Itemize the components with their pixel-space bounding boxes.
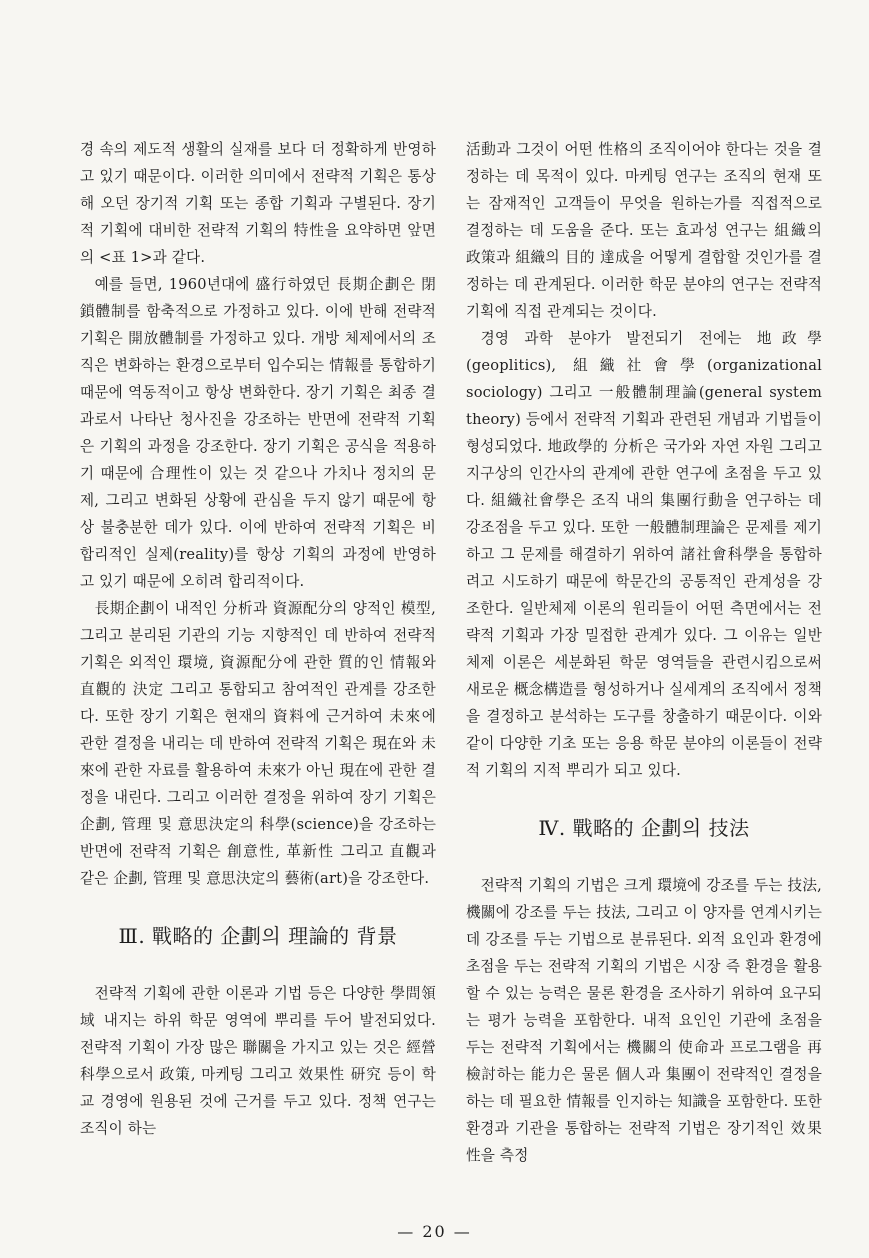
paragraph: 長期企劃이 내적인 分析과 資源配分의 양적인 模型, 그리고 분리된 기관의 기능 지향적인 데 반하여 전략적 기획은 외적인 環境, 資源配分에 관한 質的인 情報와 直觀的 決定 그리고 통합되고 참여적인 관계를 강조한다. 또한 장기 기획은 현재의 資料에 근거하여 未來에 관한 결정을 내리는 데 반하여 전략적 기획은 現在와 未來에 관한 자료를 활용하여 未來가 아닌 現在에 관한 결정을 내린다. 그리고 이러한 결정을 위하여 장기 기획은 企劃, 管理 및 意思決定의 科學(science)을 강조하는 반면에 전략적 기획은 創意性, 革新性 그리고 直觀과 같은 企劃, 管理 및 意思決定의 藝術(art)을 강조한다. [80, 600, 436, 887]
section-heading: Ⅳ. 戰略的 企劃의 技法 [538, 816, 750, 840]
section-heading: Ⅲ. 戰略的 企劃의 理論的 背景 [118, 924, 398, 948]
paragraph: 경 속의 제도적 생활의 실재를 보다 더 정확하게 반영하고 있기 때문이다. 이러한 의미에서 전략적 기획은 통상해 오던 장기적 기획 또는 종합 기획과 구별된다. 장기적 기획에 대비한 전략적 기획의 特性을 요약하면 앞면의 <표 1>과 같다. [80, 141, 436, 266]
right-column [466, 136, 822, 1169]
page-number: — 20 — [397, 1222, 472, 1241]
paragraph: 活動과 그것이 어떤 性格의 조직이어야 한다는 것을 결정하는 데 목적이 있다. 마케팅 연구는 조직의 현재 또는 잠재적인 고객들이 무엇을 원하는가를 직접적으로 결정하는 데 도움을 준다. 또는 효과성 연구는 組織의 政策과 組織의 目的 達成을 어떻게 결합할 것인가를 결정하는 데 관계된다. 이러한 학문 분야의 연구는 전략적 기획에 직접 관계되는 것이다. [466, 141, 822, 320]
paragraph: 전략적 기획의 기법은 크게 環境에 강조를 두는 技法, 機關에 강조를 두는 技法, 그리고 이 양자를 연계시키는 데 강조를 두는 기법으로 분류된다. 외적 요인과 환경에 초점을 두는 전략적 기획의 기법은 시장 즉 환경을 활용할 수 있는 능력은 물론 환경을 조사하기 위하여 요구되는 평가 능력을 포함한다. 내적 요인인 기관에 초점을 두는 전략적 기획에서는 機關의 使命과 프로그램을 再檢討하는 能力은 물론 個人과 集團이 전략적인 결정을 하는 데 필요한 情報를 인지하는 知識을 포함한다. 또한 환경과 기관을 통합하는 전략적 기법은 장기적인 效果性을 측정 [466, 877, 822, 1164]
left-column [80, 136, 436, 1142]
paragraph: 경영 과학 분야가 발전되기 전에는 地政學(geoplitics), 組織社會學(organizational sociology) 그리고 一般體制理論(general system theory) 등에서 전략적 기획과 관련된 개념과 기법들이 형성되었다. 地政學的 分析은 국가와 자연 자원 그리고 지구상의 인간사의 관계에 관한 연구에 초점을 두고 있다. 組織社會學은 조직 내의 集團行動을 연구하는 데 강조점을 두고 있다. 또한 一般體制理論은 문제를 제기하고 그 문제를 해결하기 위하여 諸社會科學을 통합하려고 시도하기 때문에 학문간의 공통적인 관계성을 강조한다. 일반체제 이론의 원리들이 어떤 측면에서는 전략적 기획과 가장 밀접한 관계가 있다. 그 이유는 일반체제 이론은 세분화된 학문 영역들을 관련시킴으로써 새로운 概念構造를 형성하거나 실세계의 조직에서 정책을 결정하고 분석하는 도구를 창출하기 때문이다. 이와 같이 다양한 기초 또는 응용 학문 분야의 이론들이 전략적 기획의 지적 뿌리가 되고 있다. [466, 330, 822, 779]
paragraph: 전략적 기획에 관한 이론과 기법 등은 다양한 學問領域 내지는 하위 학문 영역에 뿌리를 두어 발전되었다. 전략적 기획이 가장 많은 聯關을 가지고 있는 것은 經營科學으로서 政策, 마케팅 그리고 效果性 研究 등이 학교 경영에 원용된 것에 근거를 두고 있다. 정책 연구는 조직이 하는 [80, 985, 436, 1137]
paragraph: 예를 들면, 1960년대에 盛行하였던 長期企劃은 閉鎖體制를 함축적으로 가정하고 있다. 이에 반해 전략적 기획은 開放體制를 가정하고 있다. 개방 체제에서의 조직은 변화하는 환경으로부터 입수되는 情報를 통합하기 때문에 역동적이고 항상 변화한다. 장기 기획은 최종 결과로서 나타난 청사진을 강조하는 반면에 전략적 기획은 기획의 과정을 강조한다. 장기 기획은 공식을 적용하기 때문에 合理性이 있는 것 같으나 가치나 정치의 문제, 그리고 변화된 상황에 관심을 두지 않기 때문에 항상 불충분한 데가 있다. 이에 반하여 전략적 기획은 비합리적인 실제(reality)를 항상 기획의 과정에 반영하고 있기 때문에 오히려 합리적이다. [80, 276, 436, 590]
